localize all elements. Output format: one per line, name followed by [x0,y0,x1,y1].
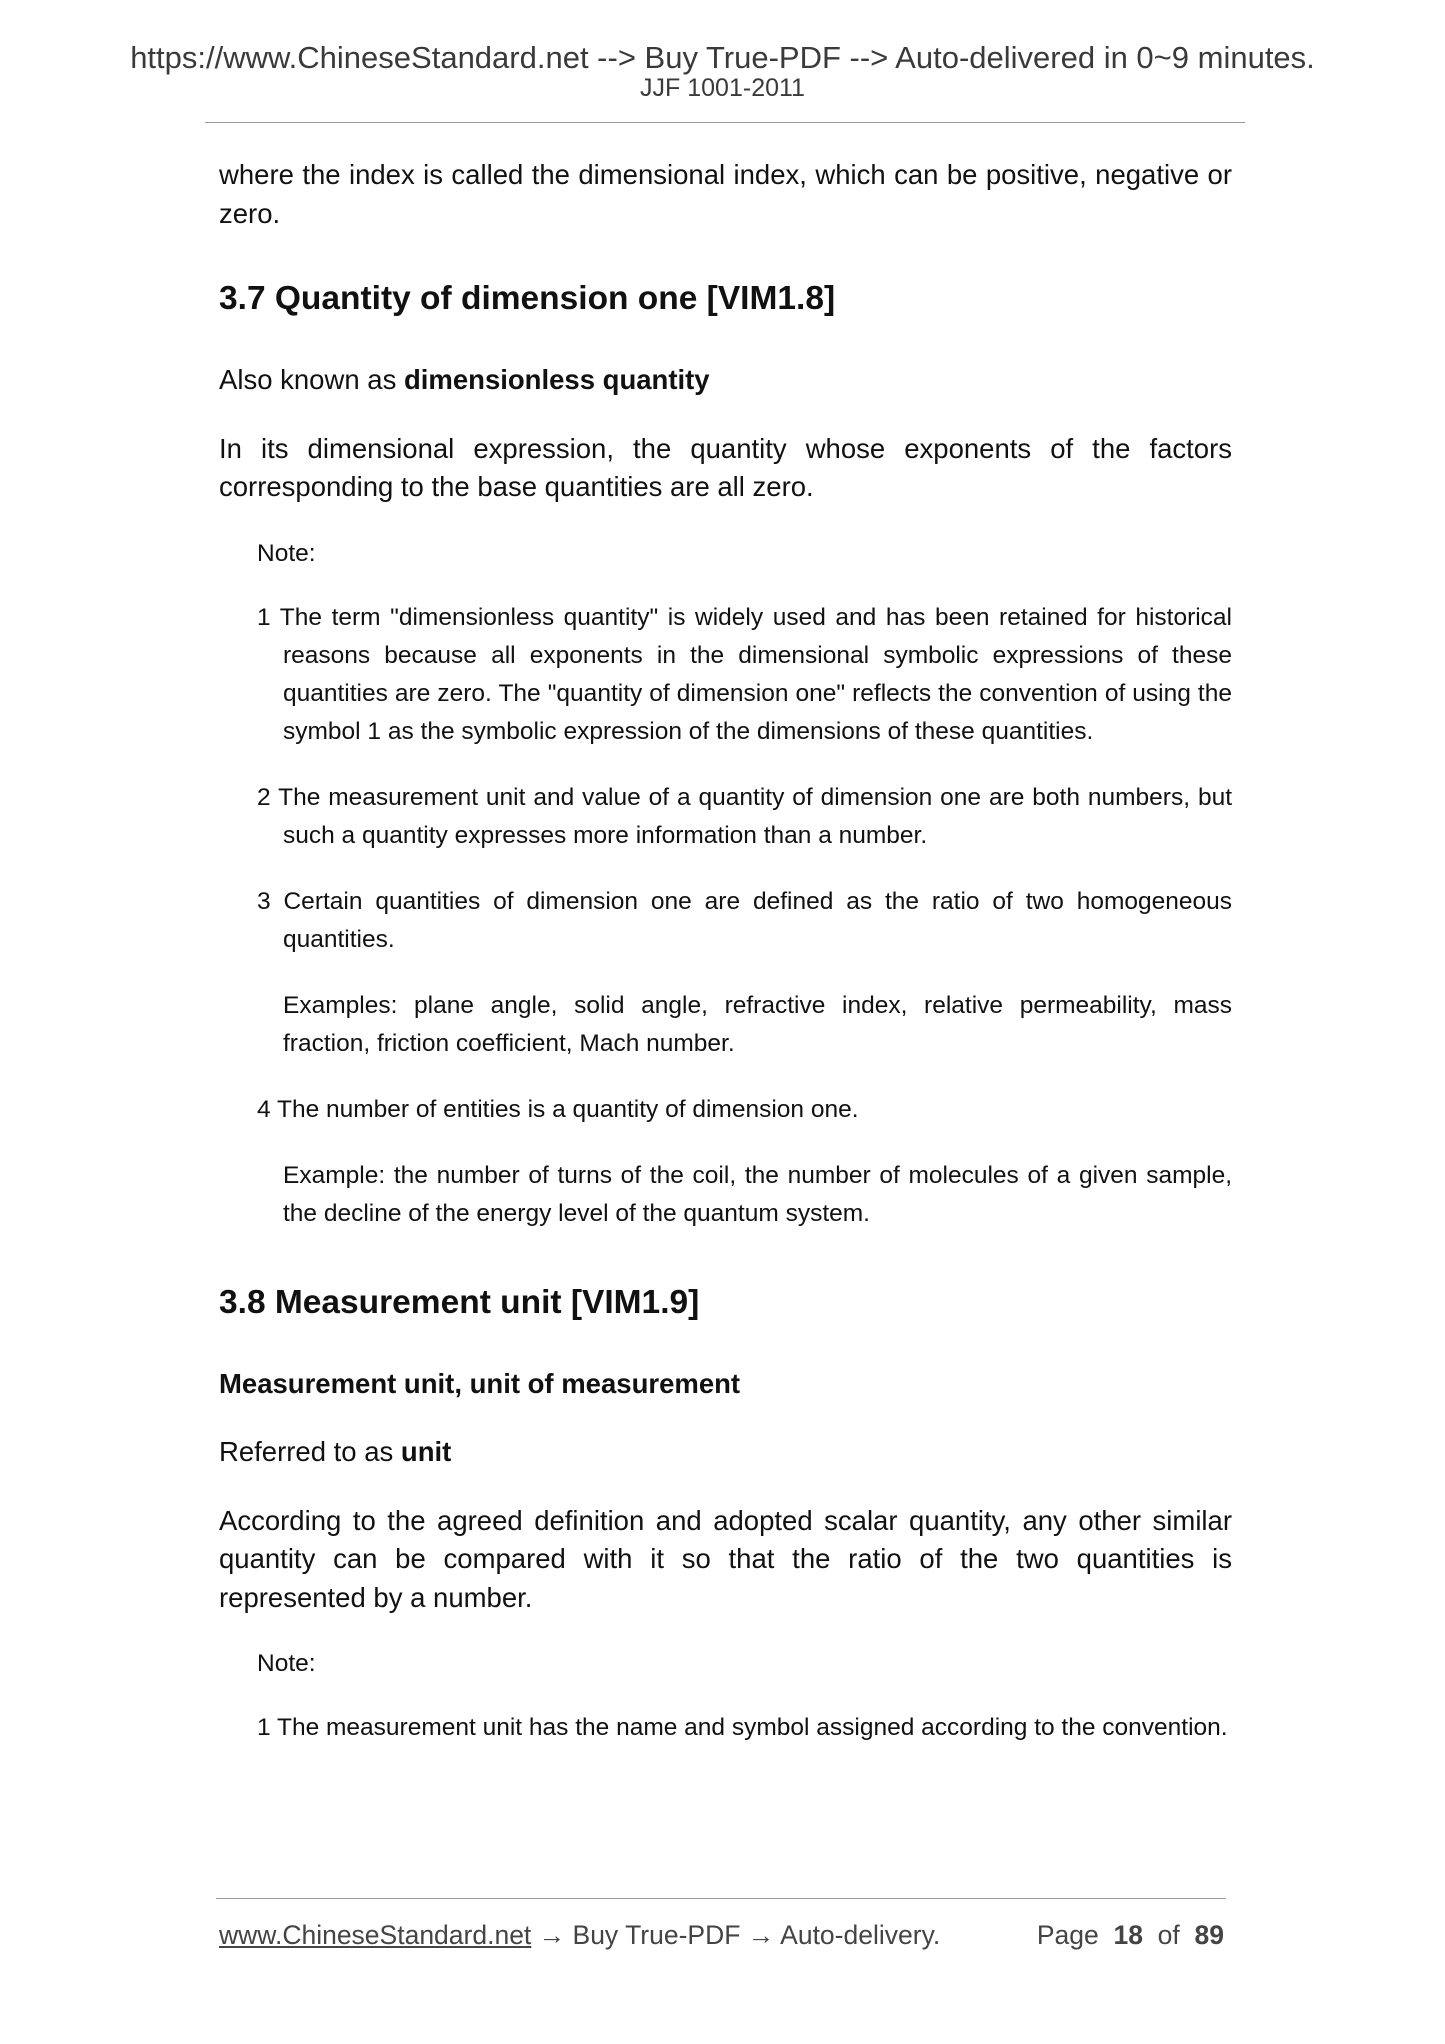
document-code: JJF 1001-2011 [640,74,805,102]
note-item: 4 The number of entities is a quantity of dimension one. [257,1095,859,1123]
aka-line [219,361,1232,400]
note-example: Examples: plane angle, solid angle, refractive index, relative permeability, mass fraction, friction coefficient, Mach number. [283,991,1232,1057]
intro-paragraph: where the index is called the dimensional index, which can be positive, negative or zero. [219,159,1232,229]
section-3-7-heading: 3.7 Quantity of dimension one [VIM1.8] [219,280,836,317]
note-item: 1 The term "dimensionless quantity" is widely used and has been retained for historical reasons because all exponents in the dimensional symbolic expressions of these quantities are zero. The "quantity of dimension one" reflects the convention of using the symbol 1 as the symbolic expression of the dimensions of these quantities. [257,603,1232,745]
footer-site-link[interactable]: www.ChineseStandard.net [219,1920,532,1950]
header-banner: https://www.ChineseStandard.net --> Buy True-PDF --> Auto-delivered in 0~9 minutes. [130,40,1315,75]
section-3-8-definition: According to the agreed definition and adopted scalar quantity, any other similar quantity can be compared with it so that the ratio of the two quantities is represented by a number. [219,1504,1232,1613]
note-item: 2 The measurement unit and value of a quantity of dimension one are both numbers, but such a quantity expresses more information than a number. [257,783,1232,849]
note-label: Note: [257,539,316,567]
of-word: of [1157,1920,1180,1950]
referred-prefix: Referred to as [219,1436,401,1467]
page-indicator [1037,1918,1224,1952]
page-number: 18 [1113,1920,1143,1950]
section-3-8-term: Measurement unit, unit of measurement [219,1367,741,1399]
page-content [219,156,1232,1747]
section-3-8-heading: 3.8 Measurement unit [VIM1.9] [219,1283,700,1321]
section-3-7-definition: In its dimensional expression, the quantity whose exponents of the factors corresponding to the base quantities are all zero. [219,432,1232,502]
note-item: 1 The measurement unit has the name and symbol assigned according to the convention. [257,1714,1228,1741]
note-example: Example: the number of turns of the coil, the number of molecules of a given sample, the decline of the energy level of the quantum system. [283,1161,1232,1227]
footer-suffix: → Buy True-PDF → Auto-delivery. [531,1920,941,1950]
aka-term: dimensionless quantity [403,364,710,395]
footer-divider [216,1898,1226,1899]
referred-line [219,1433,1232,1472]
page-word: Page [1036,1920,1099,1950]
footer-left [219,1918,940,1952]
header-divider [205,122,1245,123]
referred-term: unit [400,1436,452,1467]
note-label: Note: [257,1650,316,1677]
aka-prefix: Also known as [219,364,404,395]
page-total: 89 [1194,1920,1224,1950]
note-item: 3 Certain quantities of dimension one are defined as the ratio of two homogeneous quantities. [257,887,1232,953]
